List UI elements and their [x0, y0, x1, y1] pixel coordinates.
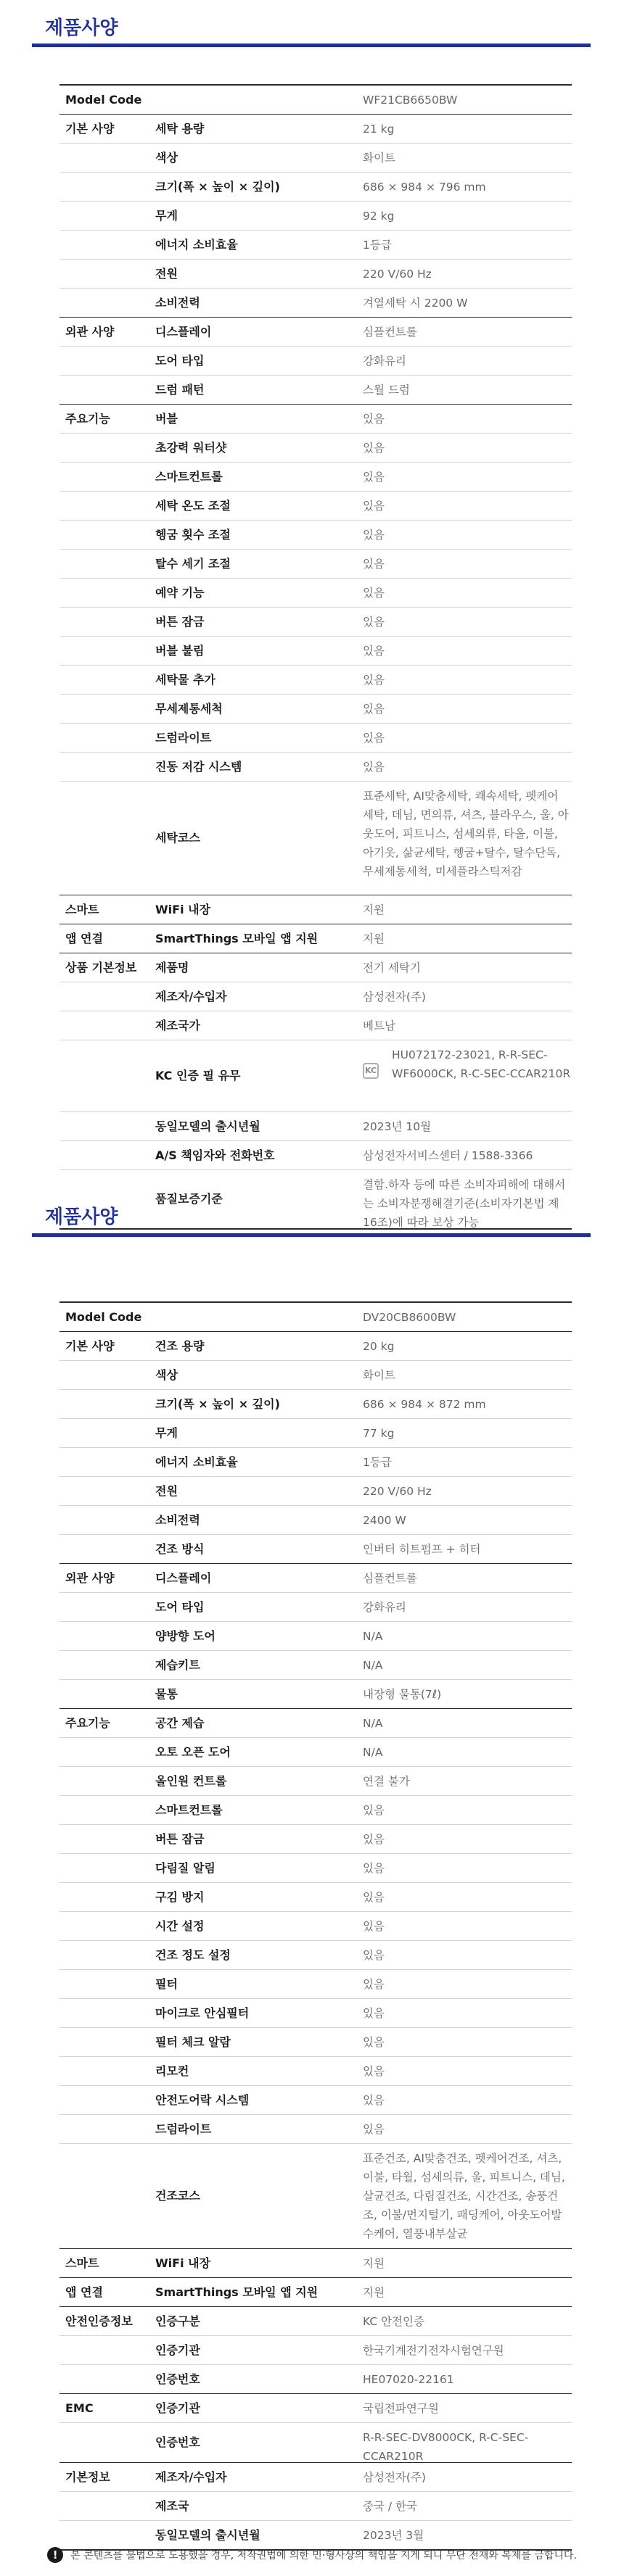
- spec-value: 686 × 984 × 796 mm: [363, 180, 486, 194]
- spec-value: 있음: [363, 1948, 385, 1962]
- spec-label: 진동 저감 시스템: [155, 759, 242, 774]
- spec-value: 있음: [363, 1977, 385, 1991]
- spec-label: 무게: [155, 208, 178, 223]
- spec-row: [59, 1040, 572, 1112]
- spec-row: [59, 1141, 572, 1170]
- spec-label: 버튼 잠금: [155, 1831, 205, 1846]
- spec-value: 표준세탁, AI맞춤세탁, 쾌속세탁, 펫케어 세탁, 데님, 면의류, 셔츠, 블라우스, 울, 아웃도어, 피트니스, 섬세의류, 타올, 이불, 아기옷, 삶균세탁, 헹굼+탈수, 탈수단독, 무세제통세척, 미세플라스틱저감: [363, 790, 569, 878]
- spec-row: [59, 1738, 572, 1767]
- spec-row: [59, 463, 572, 492]
- spec-label: 공간 제습: [155, 1715, 205, 1730]
- spec-label: 탈수 세기 조절: [155, 556, 231, 571]
- model-code-label: Model Code: [65, 92, 142, 107]
- spec-row: [59, 2057, 572, 2086]
- spec-row: [59, 521, 572, 550]
- spec-label: 시간 설정: [155, 1918, 205, 1933]
- spec-label: 도어 타입: [155, 1599, 205, 1614]
- copyright-notice-text: 본 콘텐츠를 불법으로 도용했을 경우, 저작권법에 의한 민·형사상의 책임을 지게 되니 무단 전재와 복제를 금합니다.: [70, 2550, 577, 2561]
- spec-row: [59, 202, 572, 231]
- spec-row: [59, 1708, 572, 1738]
- spec-value: 심플컨트롤: [363, 1571, 417, 1585]
- spec-value: HE07020-22161: [363, 2372, 454, 2386]
- spec-label: 리모컨: [155, 2063, 189, 2078]
- spec-row: [59, 1112, 572, 1141]
- spec-label: 제품명: [155, 960, 189, 974]
- spec-row: [59, 1767, 572, 1796]
- spec-row: [59, 550, 572, 579]
- spec-label: 버튼 잠금: [155, 614, 205, 629]
- spec-label: WiFi 내장: [155, 2256, 211, 2270]
- spec-value: 겨열세탁 시 2200 W: [363, 296, 468, 310]
- spec-row: [59, 2462, 572, 2492]
- spec-row: [59, 317, 572, 347]
- spec-row: [59, 492, 572, 521]
- spec-row: [59, 1941, 572, 1970]
- spec-value: 강화유리: [363, 1600, 406, 1614]
- spec-row: [59, 376, 572, 405]
- spec-category: 주요기능: [65, 411, 110, 426]
- spec-value: 있음: [363, 644, 385, 658]
- spec-label: 헹굼 횟수 조절: [155, 527, 231, 542]
- spec-category: EMC: [65, 2401, 94, 2415]
- model-code-value: WF21CB6650BW: [363, 93, 458, 107]
- spec-label: 버블: [155, 411, 178, 426]
- spec-row: [59, 289, 572, 318]
- spec-value: 있음: [363, 673, 385, 687]
- kc-certification: [363, 1045, 572, 1083]
- spec-value: 있음: [363, 1861, 385, 1875]
- spec-row: [59, 1622, 572, 1651]
- spec-value: 중국 / 한국: [363, 2499, 417, 2513]
- model-code-label: Model Code: [65, 1309, 142, 1324]
- dryer-title-bar: [32, 1233, 591, 1237]
- spec-label: 세탁 용량: [155, 121, 205, 136]
- spec-value: 있음: [363, 2006, 385, 2020]
- spec-label: 드럼라이트: [155, 730, 212, 745]
- spec-label: 스마트컨트롤: [155, 1802, 223, 1817]
- spec-label: 동일모델의 출시년월: [155, 2527, 260, 2542]
- spec-value: 21 kg: [363, 122, 395, 136]
- spec-category: 외관 사양: [65, 1570, 115, 1585]
- spec-row: [59, 1361, 572, 1390]
- spec-value: 삼성전자서비스센터 / 1588-3366: [363, 1148, 533, 1162]
- copyright-notice: [0, 2547, 624, 2563]
- spec-category: 스마트: [65, 902, 99, 916]
- spec-category: 외관 사양: [65, 324, 115, 339]
- spec-value: 있음: [363, 2035, 385, 2049]
- spec-label: 품질보증기준: [155, 1192, 223, 1206]
- kc-mark-icon: KC: [363, 1063, 379, 1079]
- spec-row: [59, 1506, 572, 1535]
- spec-label: 양방향 도어: [155, 1628, 215, 1643]
- spec-label: 오토 오픈 도어: [155, 1744, 231, 1759]
- spec-value: 220 V/60 Hz: [363, 1484, 432, 1498]
- spec-row: [59, 579, 572, 608]
- spec-label: 제조자/수입자: [155, 989, 227, 1003]
- spec-row: [59, 434, 572, 463]
- spec-label: 세탁코스: [155, 831, 200, 845]
- spec-row: [59, 953, 572, 982]
- washer-spec-table: [59, 84, 572, 1230]
- spec-value: 지원: [363, 2256, 385, 2270]
- spec-value: 화이트: [363, 1368, 395, 1382]
- spec-row: [59, 695, 572, 724]
- spec-label: 건조 방식: [155, 1541, 205, 1556]
- spec-label: 예약 기능: [155, 585, 205, 600]
- spec-value: 20 kg: [363, 1339, 395, 1353]
- spec-value: 있음: [363, 2093, 385, 2107]
- spec-value: 있음: [363, 1919, 385, 1933]
- spec-value: 국립전파연구원: [363, 2401, 439, 2415]
- spec-label: 소비전력: [155, 1512, 200, 1527]
- spec-row: [59, 2336, 572, 2365]
- spec-value: 있음: [363, 1803, 385, 1817]
- spec-row: [59, 2521, 572, 2551]
- spec-label: 에너지 소비효율: [155, 237, 238, 252]
- spec-row: [59, 2086, 572, 2115]
- spec-label: 동일모델의 출시년월: [155, 1119, 260, 1133]
- spec-label: 도어 타입: [155, 353, 205, 368]
- spec-value: 있음: [363, 702, 385, 716]
- spec-value: 있음: [363, 441, 385, 455]
- spec-row: [59, 782, 572, 895]
- spec-value: 내장형 물통(7ℓ): [363, 1687, 442, 1701]
- spec-value: 2023년 10월: [363, 1119, 432, 1133]
- spec-label: 디스플레이: [155, 324, 212, 339]
- spec-category: 기본 사양: [65, 1338, 115, 1353]
- spec-row: [59, 924, 572, 953]
- spec-value: 2023년 3월: [363, 2528, 424, 2542]
- kc-certification-numbers: HU072172-23021, R-R-SEC-WF6000CK, R-C-SEC-CCAR210R: [392, 1048, 571, 1080]
- spec-value: R-R-SEC-DV8000CK, R-C-SEC-CCAR210R: [363, 2431, 529, 2463]
- spec-row: [59, 1796, 572, 1825]
- washer-section-title: 제품사양: [45, 17, 118, 39]
- spec-value: 화이트: [363, 151, 395, 165]
- spec-value: 지원: [363, 2285, 385, 2299]
- spec-label: 크기(폭 × 높이 × 깊이): [155, 1396, 280, 1411]
- spec-row: [59, 173, 572, 202]
- spec-label: 드럼 패턴: [155, 382, 205, 397]
- spec-value: 있음: [363, 2064, 385, 2078]
- spec-row: [59, 2115, 572, 2144]
- spec-row: [59, 1419, 572, 1448]
- spec-value: 있음: [363, 1890, 385, 1904]
- spec-value: N/A: [363, 1658, 383, 1672]
- spec-category: 주요기능: [65, 1715, 110, 1730]
- spec-row: [59, 115, 572, 144]
- spec-value: 220 V/60 Hz: [363, 267, 432, 281]
- spec-row: [59, 666, 572, 695]
- spec-row: [59, 982, 572, 1011]
- spec-value: 한국기계전기전자시험연구원: [363, 2343, 504, 2357]
- spec-row: [59, 2306, 572, 2336]
- spec-category: 기본정보: [65, 2469, 110, 2484]
- spec-row: [59, 347, 572, 376]
- spec-row: [59, 2365, 572, 2394]
- spec-row: [59, 608, 572, 637]
- spec-label: 버블 불림: [155, 643, 205, 658]
- spec-value: 연결 불가: [363, 1774, 410, 1788]
- spec-label: KC 인증 필 유무: [155, 1069, 241, 1082]
- spec-value: 있음: [363, 731, 385, 745]
- spec-row: [59, 1854, 572, 1883]
- spec-label: 인증번호: [155, 2372, 200, 2386]
- spec-value: 77 kg: [363, 1426, 395, 1440]
- spec-value: N/A: [363, 1716, 383, 1730]
- spec-value: 2400 W: [363, 1513, 406, 1527]
- spec-label: 디스플레이: [155, 1570, 212, 1585]
- spec-label: 인증번호: [155, 2435, 200, 2449]
- spec-label: 전원: [155, 266, 178, 281]
- spec-row: [59, 637, 572, 666]
- spec-row: [59, 1390, 572, 1419]
- spec-row: [59, 895, 572, 924]
- spec-value: 지원: [363, 932, 385, 945]
- spec-label: WiFi 내장: [155, 902, 211, 916]
- spec-label: 세탁물 추가: [155, 672, 215, 687]
- spec-row: [59, 1011, 572, 1040]
- spec-value: 있음: [363, 557, 385, 571]
- spec-row: [59, 1332, 572, 1361]
- spec-label: 무게: [155, 1425, 178, 1440]
- spec-value: 스월 드럼: [363, 383, 410, 397]
- spec-label: 제조국: [155, 2498, 189, 2513]
- spec-label: 소비전력: [155, 295, 200, 310]
- spec-category: 스마트: [65, 2256, 99, 2270]
- spec-row: [59, 1535, 572, 1564]
- spec-row: [59, 1883, 572, 1912]
- spec-row: [59, 1970, 572, 1999]
- spec-label: 물통: [155, 1686, 178, 1701]
- spec-label: 에너지 소비효율: [155, 1454, 238, 1469]
- spec-value: 있음: [363, 499, 385, 513]
- spec-label: 구김 방지: [155, 1889, 205, 1904]
- spec-label: 인증기관: [155, 2343, 200, 2357]
- spec-value: N/A: [363, 1629, 383, 1643]
- spec-label: 제조국가: [155, 1018, 200, 1032]
- spec-row: [59, 2492, 572, 2521]
- spec-value: 베트남: [363, 1019, 395, 1032]
- spec-label: SmartThings 모바일 앱 지원: [155, 931, 319, 945]
- spec-label: 건조 정도 설정: [155, 1947, 231, 1962]
- spec-row: [59, 260, 572, 289]
- spec-row: [59, 1912, 572, 1941]
- spec-label: 드럼라이트: [155, 2121, 212, 2136]
- spec-label: 안전도어락 시스템: [155, 2092, 250, 2107]
- model-code-value: DV20CB8600BW: [363, 1310, 456, 1324]
- spec-row: [59, 2028, 572, 2057]
- spec-row: [59, 753, 572, 782]
- model-code-row: [59, 84, 572, 115]
- dryer-section-title: 제품사양: [45, 1206, 118, 1228]
- spec-label: 무세제통세척: [155, 701, 223, 716]
- spec-label: 올인원 컨트롤: [155, 1773, 227, 1788]
- spec-label: A/S 책임자와 전화번호: [155, 1148, 275, 1162]
- spec-label: 인증기관: [155, 2401, 200, 2415]
- spec-row: [59, 2144, 572, 2249]
- dryer-spec-table: [59, 1301, 572, 2551]
- spec-row: [59, 1170, 572, 1230]
- spec-label: 크기(폭 × 높이 × 깊이): [155, 179, 280, 194]
- spec-label: 인증구분: [155, 2314, 200, 2328]
- spec-value: 인버터 히트펌프 + 히터: [363, 1542, 481, 1556]
- spec-label: 색상: [155, 1367, 178, 1382]
- model-code-row: [59, 1301, 572, 1332]
- spec-row: [59, 1999, 572, 2028]
- spec-row: [59, 1477, 572, 1506]
- spec-category: 안전인증정보: [65, 2314, 133, 2328]
- spec-value: 있음: [363, 412, 385, 426]
- spec-label: 색상: [155, 150, 178, 165]
- spec-value: 결함.하자 등에 따른 소비자피해에 대해서는 소비자분쟁해결기준(소비자기본법 제16조)에 따라 보상 가능: [363, 1178, 566, 1229]
- spec-category: 상품 기본정보: [65, 960, 137, 974]
- spec-value: 686 × 984 × 872 mm: [363, 1397, 486, 1411]
- spec-row: [59, 2248, 572, 2278]
- spec-label: 필터 체크 알람: [155, 2034, 231, 2049]
- spec-value: 92 kg: [363, 209, 395, 223]
- spec-value: 있음: [363, 615, 385, 629]
- spec-row: [59, 1448, 572, 1477]
- spec-label: 건조 용량: [155, 1338, 205, 1353]
- spec-category: 앱 연결: [65, 2285, 103, 2299]
- spec-row: [59, 144, 572, 173]
- spec-value: 있음: [363, 586, 385, 600]
- spec-value: 심플컨트롤: [363, 325, 417, 339]
- spec-value: 있음: [363, 760, 385, 774]
- spec-value: [363, 1040, 572, 1111]
- spec-row: [59, 2277, 572, 2307]
- spec-label: 마이크로 안심필터: [155, 2005, 250, 2020]
- spec-row: [59, 1680, 572, 1709]
- spec-label: 제습키트: [155, 1657, 200, 1672]
- spec-row: [59, 1563, 572, 1593]
- spec-value: 강화유리: [363, 354, 406, 368]
- spec-label: 다림질 알림: [155, 1860, 215, 1875]
- spec-row: [59, 231, 572, 260]
- spec-row: [59, 2423, 572, 2463]
- exclamation-icon: !: [47, 2547, 63, 2563]
- spec-label: 세탁 온도 조절: [155, 498, 231, 513]
- spec-row: [59, 1651, 572, 1680]
- spec-label: 필터: [155, 1976, 178, 1991]
- spec-label: 제조자/수입자: [155, 2469, 227, 2484]
- spec-value: 있음: [363, 470, 385, 484]
- spec-value: 있음: [363, 1832, 385, 1846]
- spec-value: 있음: [363, 2122, 385, 2136]
- spec-category: 앱 연결: [65, 931, 103, 945]
- spec-label: SmartThings 모바일 앱 지원: [155, 2285, 319, 2299]
- spec-value: 지원: [363, 903, 385, 916]
- spec-value: 1등급: [363, 238, 392, 252]
- spec-value: 있음: [363, 528, 385, 542]
- spec-label: 건조코스: [155, 2189, 200, 2203]
- spec-row: [59, 724, 572, 753]
- spec-value: 1등급: [363, 1455, 392, 1469]
- spec-row: [59, 1825, 572, 1854]
- spec-value: N/A: [363, 1745, 383, 1759]
- washer-title-bar: [32, 44, 591, 47]
- spec-category: 기본 사양: [65, 121, 115, 136]
- spec-value: 표준건조, AI맞춤건조, 펫케어건조, 셔츠, 이불, 타월, 섬세의류, 울, 피트니스, 데님, 살균건조, 다림질건조, 시간건조, 송풍건조, 이불/먼지털기, 패딩케어, 아웃도어발수케어, 열풍내부살균: [363, 2152, 565, 2240]
- spec-label: 초강력 워터샷: [155, 440, 227, 455]
- spec-value: KC 안전인증: [363, 2314, 424, 2328]
- spec-row: [59, 1593, 572, 1622]
- spec-value: 삼성전자(주): [363, 2470, 426, 2484]
- spec-value: 삼성전자(주): [363, 990, 426, 1003]
- spec-value: 전기 세탁기: [363, 961, 421, 974]
- spec-label: 스마트컨트롤: [155, 469, 223, 484]
- spec-row: [59, 2393, 572, 2423]
- spec-label: 전원: [155, 1483, 178, 1498]
- spec-row: [59, 404, 572, 434]
